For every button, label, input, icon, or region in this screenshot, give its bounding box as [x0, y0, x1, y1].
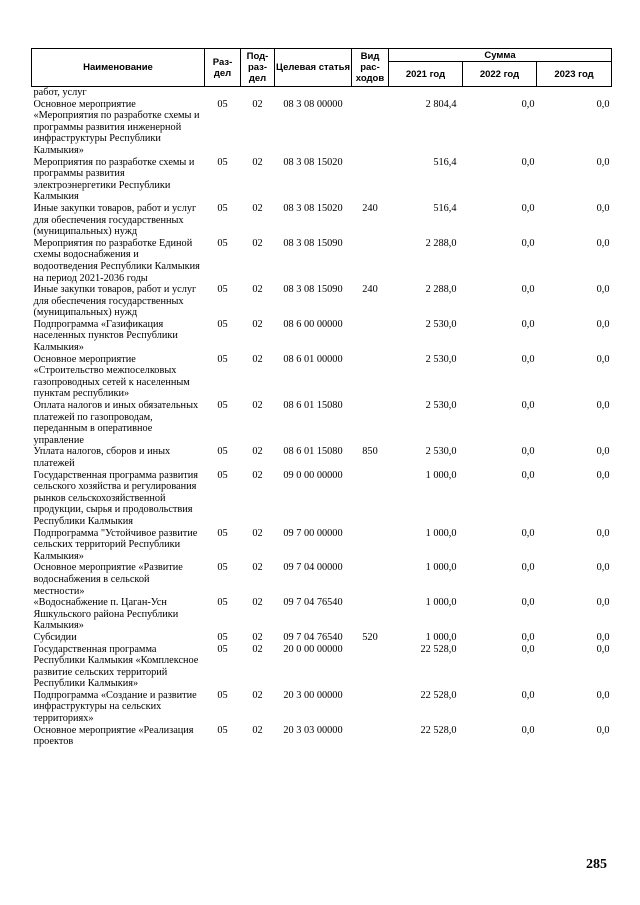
- row-name: Государственная программа развития сельского хозяйства и регулирования рынков сельскохозяйственной продукции, сырья и продовольствия Республики Калмыкия: [33, 469, 198, 527]
- row-sum-2021: 2 804,4: [425, 98, 457, 110]
- row-name: Уплата налогов, сборов и иных платежей: [33, 446, 171, 469]
- row-celevaya: 08 3 08 15090: [283, 284, 343, 296]
- row-sum-2022: 0,0: [521, 643, 535, 655]
- row-podrazdel: 02: [252, 353, 263, 365]
- row-vid: [352, 400, 389, 446]
- row-sum-2023: 0,0: [596, 469, 610, 481]
- col-header-2023: 2023 год: [537, 62, 612, 87]
- table-row: [32, 284, 612, 319]
- row-sum-2022: [463, 87, 537, 99]
- row-vid: [352, 597, 389, 632]
- row-razdel: 05: [217, 724, 228, 736]
- page-number: 285: [586, 857, 607, 872]
- row-vid: [352, 87, 389, 99]
- row-sum-2021: 1 000,0: [425, 527, 457, 539]
- row-name: Субсидии: [33, 631, 77, 643]
- row-vid: 240: [362, 284, 378, 296]
- row-vid: [352, 725, 389, 748]
- row-sum-2023: 0,0: [596, 643, 610, 655]
- col-header-podrazdel: Под-раз-дел: [241, 49, 275, 87]
- row-sum-2021: 22 528,0: [420, 643, 457, 655]
- row-sum-2022: 0,0: [521, 469, 535, 481]
- row-celevaya: 08 6 00 00000: [283, 318, 343, 330]
- row-sum-2022: 0,0: [521, 318, 535, 330]
- row-razdel: 05: [217, 643, 228, 655]
- row-sum-2021: 2 530,0: [425, 353, 457, 365]
- row-vid: [352, 354, 389, 400]
- table-row: [32, 632, 612, 644]
- row-podrazdel: 02: [252, 643, 263, 655]
- table-row: [32, 203, 612, 238]
- row-celevaya: 20 3 03 00000: [283, 724, 343, 736]
- row-name: Оплата налогов и иных обязательных платежей по газопроводам, переданным в оперативное управление: [33, 400, 199, 446]
- row-celevaya: 09 0 00 00000: [283, 469, 343, 481]
- table-row: [32, 644, 612, 690]
- col-header-vid: Вид рас-ходов: [352, 49, 389, 87]
- row-razdel: [205, 87, 241, 99]
- row-celevaya: 08 3 08 15090: [283, 237, 343, 249]
- row-sum-2022: 0,0: [521, 202, 535, 214]
- row-razdel: 05: [217, 597, 228, 609]
- row-razdel: 05: [217, 689, 228, 701]
- row-podrazdel: 02: [252, 724, 263, 736]
- table-row: [32, 99, 612, 157]
- row-sum-2022: 0,0: [521, 156, 535, 168]
- row-sum-2021: 516,4: [433, 202, 457, 214]
- table-row: [32, 690, 612, 725]
- row-sum-2023: 0,0: [596, 156, 610, 168]
- table-row: [32, 238, 612, 284]
- row-podrazdel: 02: [252, 527, 263, 539]
- row-sum-2022: 0,0: [521, 631, 535, 643]
- row-razdel: 05: [217, 237, 228, 249]
- row-name: Подпрограмма «Газификация населенных пунктов Республики Калмыкия»: [33, 318, 178, 354]
- row-name: Основное мероприятие «Развитие водоснабжения в сельской местности»: [33, 562, 183, 597]
- row-podrazdel: 02: [252, 284, 263, 296]
- row-sum-2021: 22 528,0: [420, 689, 457, 701]
- row-sum-2023: 0,0: [596, 318, 610, 330]
- row-sum-2021: 2 288,0: [425, 237, 457, 249]
- row-razdel: 05: [217, 156, 228, 168]
- row-razdel: 05: [217, 400, 228, 412]
- row-celevaya: 09 7 00 00000: [283, 527, 343, 539]
- col-header-2021: 2021 год: [389, 62, 463, 87]
- row-sum-2021: 22 528,0: [420, 724, 457, 736]
- row-celevaya: 20 3 00 00000: [283, 689, 343, 701]
- row-sum-2021: 1 000,0: [425, 562, 457, 574]
- row-celevaya: 20 0 00 00000: [283, 643, 343, 655]
- row-sum-2022: 0,0: [521, 527, 535, 539]
- row-vid: [352, 157, 389, 203]
- row-celevaya: 09 7 04 76540: [283, 631, 343, 643]
- row-razdel: 05: [217, 98, 228, 110]
- row-name: Основное мероприятие «Строительство межпоселковых газопроводных сетей к населенным пунктам республики»: [33, 353, 190, 400]
- table-row: [32, 446, 612, 469]
- row-vid: [352, 562, 389, 597]
- row-sum-2023: 0,0: [596, 562, 610, 574]
- row-sum-2022: 0,0: [521, 237, 535, 249]
- row-podrazdel: 02: [252, 156, 263, 168]
- row-podrazdel: 02: [252, 631, 263, 643]
- row-vid: [352, 528, 389, 563]
- row-celevaya: 08 6 01 00000: [283, 353, 343, 365]
- row-vid: [352, 238, 389, 284]
- row-sum-2022: 0,0: [521, 98, 535, 110]
- table-header: [32, 49, 612, 87]
- row-vid: 520: [362, 631, 378, 643]
- row-sum-2023: 0,0: [596, 631, 610, 643]
- row-podrazdel: 02: [252, 446, 263, 458]
- row-vid: [352, 644, 389, 690]
- row-name: Подпрограмма «Создание и развитие инфраструктуры на сельских территориях»: [33, 689, 197, 725]
- row-sum-2023: 0,0: [596, 597, 610, 609]
- budget-table: [31, 48, 612, 748]
- row-sum-2023: 0,0: [596, 400, 610, 412]
- table-row: [32, 725, 612, 748]
- row-celevaya: 08 6 01 15080: [283, 446, 343, 458]
- row-vid: 850: [362, 446, 378, 458]
- row-sum-2022: 0,0: [521, 446, 535, 458]
- row-razdel: 05: [217, 446, 228, 458]
- row-podrazdel: 02: [252, 597, 263, 609]
- row-vid: [352, 690, 389, 725]
- row-podrazdel: [241, 87, 275, 99]
- table-row: [32, 157, 612, 203]
- row-celevaya: 09 7 04 76540: [283, 597, 343, 609]
- row-sum-2022: 0,0: [521, 562, 535, 574]
- row-razdel: 05: [217, 469, 228, 481]
- row-vid: [352, 319, 389, 354]
- row-podrazdel: 02: [252, 400, 263, 412]
- table-body: [32, 87, 612, 748]
- row-sum-2023: 0,0: [596, 237, 610, 249]
- row-podrazdel: 02: [252, 318, 263, 330]
- row-sum-2022: 0,0: [521, 353, 535, 365]
- row-vid: [352, 99, 389, 157]
- row-podrazdel: 02: [252, 202, 263, 214]
- table-row: [32, 470, 612, 528]
- table-row: [32, 354, 612, 400]
- row-razdel: 05: [217, 353, 228, 365]
- row-razdel: 05: [217, 318, 228, 330]
- row-name: Основное мероприятие «Мероприятия по разработке схемы и программы развития инженерной инфраструктуры Республики Калмыкия»: [33, 98, 200, 156]
- row-sum-2022: 0,0: [521, 724, 535, 736]
- col-header-name: Наименование: [32, 49, 205, 87]
- row-celevaya: 08 3 08 15020: [283, 156, 343, 168]
- row-sum-2022: 0,0: [521, 400, 535, 412]
- row-name: «Водоснабжение п. Цаган-Усн Яшкульского района Республики Калмыкия»: [33, 597, 179, 632]
- row-sum-2021: 2 530,0: [425, 400, 457, 412]
- col-header-summa: Сумма: [389, 49, 612, 62]
- row-celevaya: 09 7 04 00000: [283, 562, 343, 574]
- row-sum-2022: 0,0: [521, 284, 535, 296]
- row-celevaya: [275, 87, 352, 99]
- table-row: [32, 319, 612, 354]
- row-sum-2023: 0,0: [596, 202, 610, 214]
- row-razdel: 05: [217, 202, 228, 214]
- row-name: Иные закупки товаров, работ и услуг для обеспечения государственных (муниципальных) нужд: [33, 284, 197, 319]
- row-name: Иные закупки товаров, работ и услуг для обеспечения государственных (муниципальных) нужд: [33, 202, 197, 238]
- row-sum-2021: 2 288,0: [425, 284, 457, 296]
- row-podrazdel: 02: [252, 237, 263, 249]
- row-vid: [352, 470, 389, 528]
- row-sum-2023: 0,0: [596, 284, 610, 296]
- row-celevaya: 08 3 08 00000: [283, 98, 343, 110]
- row-name: Подпрограмма "Устойчивое развитие сельских территорий Республики Калмыкия»: [33, 527, 198, 562]
- row-vid: 240: [362, 202, 378, 214]
- row-name: Мероприятия по разработке схемы и программы развития электроэнергетики Республики Калмыкия: [33, 156, 195, 203]
- col-header-celevaya: Целевая статья: [275, 49, 352, 87]
- row-podrazdel: 02: [252, 98, 263, 110]
- row-sum-2021: 1 000,0: [425, 597, 457, 609]
- table-row: [32, 597, 612, 632]
- row-name: Государственная программа Республики Калмыкия «Комплексное развитие сельских территорий Республики Калмыкия»: [33, 643, 199, 690]
- row-podrazdel: 02: [252, 562, 263, 574]
- row-celevaya: 08 6 01 15080: [283, 400, 343, 412]
- row-sum-2021: [389, 87, 463, 99]
- row-name: Основное мероприятие «Реализация проектов: [33, 724, 194, 748]
- row-sum-2022: 0,0: [521, 689, 535, 701]
- row-sum-2022: 0,0: [521, 597, 535, 609]
- row-podrazdel: 02: [252, 469, 263, 481]
- row-sum-2023: 0,0: [596, 446, 610, 458]
- row-sum-2023: [537, 87, 612, 99]
- table-row: [32, 400, 612, 446]
- row-sum-2021: 1 000,0: [425, 469, 457, 481]
- col-header-razdel: Раз-дел: [205, 49, 241, 87]
- row-sum-2023: 0,0: [596, 98, 610, 110]
- row-name: работ, услуг: [33, 87, 87, 98]
- row-razdel: 05: [217, 562, 228, 574]
- row-celevaya: 08 3 08 15020: [283, 202, 343, 214]
- row-sum-2023: 0,0: [596, 689, 610, 701]
- row-sum-2023: 0,0: [596, 527, 610, 539]
- col-header-2022: 2022 год: [463, 62, 537, 87]
- row-sum-2023: 0,0: [596, 353, 610, 365]
- row-razdel: 05: [217, 284, 228, 296]
- row-razdel: 05: [217, 631, 228, 643]
- table-row: [32, 87, 612, 99]
- row-sum-2021: 2 530,0: [425, 446, 457, 458]
- table-row: [32, 528, 612, 563]
- row-sum-2021: 1 000,0: [425, 631, 457, 643]
- row-sum-2023: 0,0: [596, 724, 610, 736]
- table-row: [32, 562, 612, 597]
- row-razdel: 05: [217, 527, 228, 539]
- row-sum-2021: 516,4: [433, 156, 457, 168]
- row-sum-2021: 2 530,0: [425, 318, 457, 330]
- row-name: Мероприятия по разработке Единой схемы водоснабжения и водоотведения Республики Калмыкия на период 2021-2036 годы: [33, 237, 200, 284]
- row-podrazdel: 02: [252, 689, 263, 701]
